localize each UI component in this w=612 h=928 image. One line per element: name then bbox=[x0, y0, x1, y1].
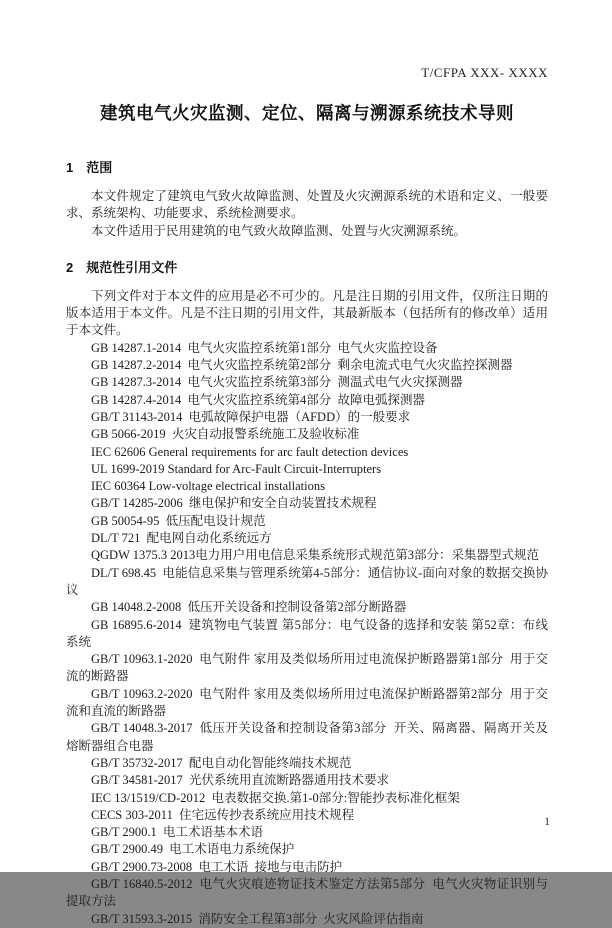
reference-item: GB 14287.4-2014 电气火灾监控系统第4部分 故障电弧探测器 bbox=[91, 392, 426, 407]
section-number: 2 bbox=[66, 259, 74, 275]
reference-item: GB/T 10963.2-2020 电气附件 家用及类似场所用过电流保护断路器第2部分 用于交流和直流的断路器 bbox=[66, 686, 548, 719]
standard-number-header: T/CFPA XXX- XXXX bbox=[421, 65, 548, 80]
reference-item: IEC 62606 General requirements for arc fault detection devices bbox=[91, 444, 409, 459]
reference-item: QGDW 1375.3 2013电力用户用电信息采集系统形式规范第3部分：采集器型式规范 bbox=[91, 548, 540, 563]
page-number: 1 bbox=[544, 816, 550, 828]
reference-item: GB/T 14285-2006 继电保护和安全自动装置技术规程 bbox=[91, 496, 377, 511]
reference-item: GB 50054-95 低压配电设计规范 bbox=[91, 513, 266, 528]
section-title: 范围 bbox=[86, 160, 113, 175]
document-title: 建筑电气火灾监测、定位、隔离与溯源系统技术导则 bbox=[100, 103, 514, 123]
paragraph: 本文件规定了建筑电气致火故障监测、处置及火灾溯源系统的术语和定义、一般要求、系统架构、功能要求、系统检测要求。 bbox=[66, 189, 548, 221]
scope-paragraphs bbox=[66, 188, 548, 240]
section-heading-scope bbox=[66, 159, 548, 176]
reference-item: GB/T 34581-2017 光伏系统用直流断路器通用技术要求 bbox=[91, 773, 390, 788]
reference-item: GB 14287.3-2014 电气火灾监控系统第3部分 测温式电气火灾探测器 bbox=[91, 375, 463, 390]
reference-item: GB/T 14048.3-2017 低压开关设备和控制设备第3部分 开关、隔离器、隔离开关及熔断器组合电器 bbox=[66, 721, 548, 753]
reference-item: GB 14287.1-2014 电气火灾监控系统第1部分 电气火灾监控设备 bbox=[91, 340, 438, 355]
section-number: 1 bbox=[66, 160, 74, 175]
reference-item: GB/T 31143-2014 电弧故障保护电器（AFDD）的一般要求 bbox=[91, 409, 411, 424]
reference-item: GB 14048.2-2008 低压开关设备和控制设备第2部分断路器 bbox=[91, 600, 407, 615]
reference-item: GB/T 2900.73-2008 电工术语 接地与电击防护 bbox=[91, 859, 343, 874]
reference-item: GB 5066-2019 火灾自动报警系统施工及验收标准 bbox=[91, 427, 360, 442]
reference-item: GB/T 2900.49 电工术语电力系统保护 bbox=[91, 842, 295, 857]
section-title: 规范性引用文件 bbox=[86, 259, 178, 275]
reference-item: UL 1699-2019 Standard for Arc-Fault Circuit-Interrupters bbox=[91, 461, 382, 476]
reference-item: IEC 60364 Low-voltage electrical installations bbox=[91, 479, 325, 494]
reference-item: GB 14287.2-2014 电气火灾监控系统第2部分 剩余电流式电气火灾监控探测器 bbox=[91, 358, 513, 373]
reference-item: GB/T 31593.3-2015 消防安全工程第3部分 火灾风险评估指南 bbox=[91, 911, 424, 926]
reference-item: GB 16895.6-2014 建筑物电气装置 第5部分：电气设备的选择和安装 第52章：布线系统 bbox=[66, 617, 548, 649]
reference-item: GB/T 35732-2017 配电自动化智能终端技术规范 bbox=[91, 755, 352, 770]
reference-item: DL/T 698.45 电能信息采集与管理系统第4-5部分：通信协议-面向对象的数据交换协议 bbox=[66, 565, 548, 597]
reference-item: GB/T 10963.1-2020 电气附件 家用及类似场所用过电流保护断路器第1部分 用于交流的断路器 bbox=[66, 652, 548, 684]
references-list bbox=[66, 340, 548, 928]
references-intro-paragraph: 下列文件对于本文件的应用是必不可少的。凡是注日期的引用文件，仅所注日期的版本适用于本文件。凡是不注日期的引用文件，其最新版本（包括所有的修改单）适用于本文件。 bbox=[66, 288, 548, 338]
reference-item: CECS 303-2011 住宅远传抄表系统应用技术规程 bbox=[91, 807, 355, 822]
reference-item: GB/T 2900.1 电工术语基本术语 bbox=[91, 825, 263, 840]
section-heading-references bbox=[66, 259, 548, 276]
reference-item: DL/T 721 配电网自动化系统远方 bbox=[91, 531, 272, 546]
reference-item: IEC 13/1519/CD-2012 电表数据交换.第1-0部分:智能抄表标准化框架 bbox=[91, 790, 460, 805]
paragraph: 本文件适用于民用建筑的电气致火故障监测、处置与火灾溯源系统。 bbox=[91, 223, 467, 238]
reference-item: GB/T 16840.5-2012 电气火灾痕迹物证技术鉴定方法第5部分 电气火灾物证识别与提取方法 bbox=[66, 876, 548, 909]
